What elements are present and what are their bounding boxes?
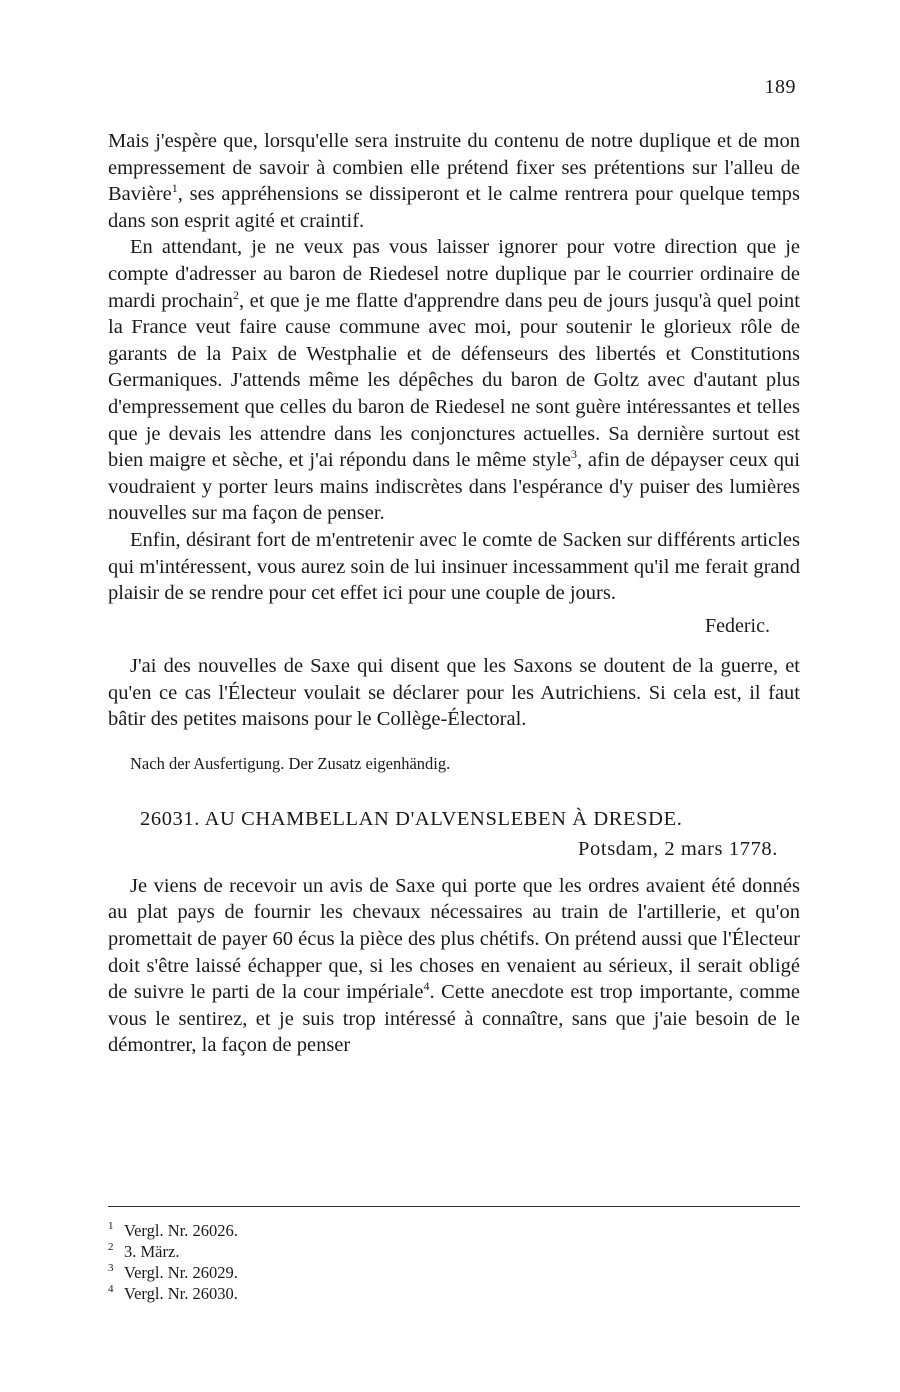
text-run: Mais j'espère que, lorsqu'elle sera instruite du contenu de notre duplique et de mon empressement de savoir à combien elle prétend fixer ses prétentions sur l'alleu de Bavière [108,130,800,206]
text-run: , ses appréhensions se dissiperont et le calme rentrera pour quelque temps dans son esprit agité et craintif. [108,183,800,232]
paragraph: Enfin, désirant fort de m'entretenir avec le comte de Sacken sur différents articles qui m'intéressent, vous aurez soin de lui insinuer incessamment qu'il me ferait grand plaisir de se rendre pour cet effet ici pour une couple de jours. [108,528,800,605]
footnote-text: 3. März. [124,1242,180,1261]
main-text [108,128,800,1059]
signature: Federic. [705,614,770,637]
footnote-text: Vergl. Nr. 26030. [124,1284,238,1303]
text-run: . Cette anecdote est trop importante, comme vous le sentirez, et je suis trop intéressé à connaître, sans que j'aie besoin de le démontrer, la façon de penser [108,981,800,1057]
text-run: , afin de dépayser ceux qui voudraient y porter leurs mains indiscrètes dans l'espérance d'y puiser des lumières nouvelles sur ma façon de penser. [108,449,800,525]
footnote [108,1220,238,1241]
footnote-mark: 3 [108,1262,114,1274]
footnote-ref: 4 [423,979,430,994]
text-run: En attendant, je ne veux pas vous laisser ignorer pour votre direction que je compte d'adresser au baron de Riedesel notre duplique par le courrier ordinaire de mardi prochain [108,236,800,312]
footnote-text: Vergl. Nr. 26026. [124,1221,238,1240]
footnote-text: Vergl. Nr. 26029. [124,1263,238,1282]
document-heading: 26031. AU CHAMBELLAN D'ALVENSLEBEN À DRESDE. [140,807,683,830]
footnotes [108,1220,238,1304]
paragraph [108,234,800,527]
page-number: 189 [764,76,796,98]
footnote-mark: 2 [108,1241,114,1253]
footnote-mark: 4 [108,1283,114,1295]
footnote-ref: 2 [233,287,240,302]
text-run: Je viens de recevoir un avis de Saxe qui porte que les ordres avaient été donnés au plat pays de fournir les chevaux nécessaires au train de l'artillerie, et qu'on promettait de payer 60 écus la pièce des plus chétifs. On prétend aussi que l'Électeur doit s'être laissé échapper que, si les choses en venaient au sérieux, il serait obligé de suivre le parti de la cour impériale [108,874,800,1004]
footnote-divider [108,1206,800,1207]
footnote [108,1262,238,1283]
postscript: J'ai des nouvelles de Saxe qui disent que les Saxons se doutent de la guerre, et qu'en ce cas l'Électeur voulait se déclarer pour les Autrichiens. Si cela est, il faut bâtir des petites maisons pour le Collège-Électoral. [108,655,800,731]
footnote-ref: 3 [570,447,577,462]
footnote-mark: 1 [108,1220,114,1232]
document-place-date: Potsdam, 2 mars 1778. [578,838,778,861]
paragraph [108,128,800,234]
source-note: Nach der Ausfertigung. Der Zusatz eigenhändig. [130,754,451,774]
text-run: , et que je me flatte d'apprendre dans peu de jours jusqu'à quel point la France veut faire cause commune avec moi, pour soutenir le glorieux rôle de garants de la Paix de Westphalie et de défenseurs des libertés et Constitutions Germaniques. J'attends même les dépêches du baron de Goltz avec d'autant plus d'empressement que celles du baron de Riedesel ne sont guère intéressantes et telles que je devais les attendre dans les conjonctures actuelles. Sa dernière surtout est bien maigre et sèche, et j'ai répondu dans le même style [108,289,800,472]
footnote-ref: 1 [171,181,178,196]
document-body [108,873,800,1059]
footnote [108,1283,238,1304]
footnote [108,1241,238,1262]
